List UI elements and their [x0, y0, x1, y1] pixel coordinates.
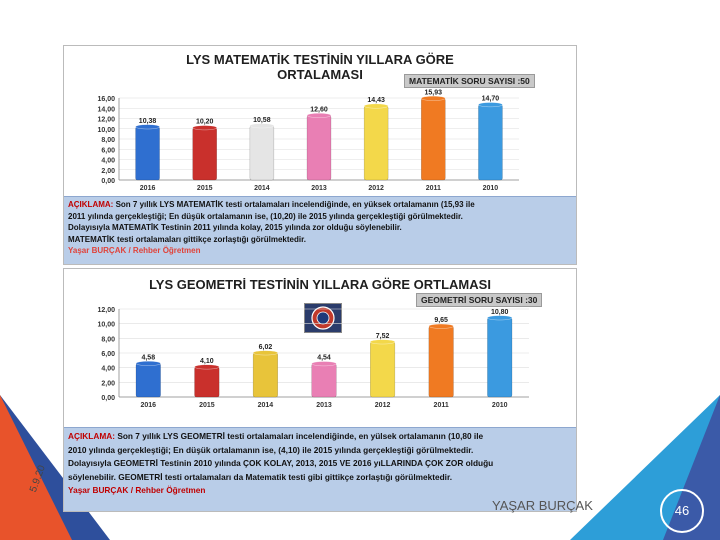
bar — [312, 364, 337, 397]
bar — [429, 326, 454, 397]
math-description-line3: Dolayısıyla MATEMATİK Testinin 2011 yılında kolay, 2015 yılında zor olduğu söylenebilir. — [68, 223, 402, 232]
bar — [193, 128, 217, 180]
bar — [136, 127, 160, 180]
bar — [421, 98, 445, 180]
math-description-line1: Son 7 yıllık LYS MATEMATİK testi ortalamaları incelendiğinde, en yüksek ortalamanın (15,93 ile — [115, 200, 475, 209]
bar-cap — [253, 351, 278, 355]
bar-cap — [429, 324, 454, 328]
math-description-signature: Yaşar BURÇAK / Rehber Öğretmen — [68, 246, 201, 255]
bar-cap — [370, 340, 395, 344]
math-chart-title-line1: LYS MATEMATİK TESTİNİN YILLARA GÖRE — [186, 52, 454, 67]
geometry-description-signature: Yaşar BURÇAK / Rehber Öğretmen — [68, 485, 206, 495]
data-label: 10,58 — [253, 116, 271, 124]
y-tick-label: 12,00 — [97, 307, 115, 314]
y-tick-label: 14,00 — [97, 106, 115, 114]
x-tick-label: 2012 — [374, 402, 391, 409]
bar-cap — [136, 125, 160, 129]
x-tick-label: 2014 — [254, 185, 270, 192]
data-label: 4,58 — [141, 354, 156, 362]
x-tick-label: 2016 — [140, 402, 157, 409]
x-tick-label: 2015 — [199, 402, 215, 409]
bar-cap — [312, 362, 337, 366]
data-label: 4,10 — [200, 357, 214, 365]
bar — [364, 106, 388, 180]
geometry-chart-panel — [63, 268, 577, 512]
x-tick-label: 2011 — [433, 402, 449, 409]
y-tick-label: 16,00 — [97, 96, 115, 103]
data-label: 9,65 — [434, 317, 448, 325]
y-tick-label: 0,00 — [101, 395, 115, 402]
x-tick-label: 2011 — [425, 185, 441, 192]
math-description-box — [64, 196, 576, 264]
y-tick-label: 2,00 — [101, 167, 115, 175]
bar-cap — [478, 102, 502, 106]
bar-cap — [195, 365, 220, 369]
y-tick-label: 10,00 — [97, 321, 115, 329]
x-tick-label: 2014 — [257, 402, 274, 409]
geometry-bar-chart — [64, 301, 576, 411]
y-tick-label: 4,00 — [101, 157, 115, 165]
y-tick-label: 8,00 — [101, 336, 115, 344]
data-label: 10,38 — [138, 117, 157, 125]
bar-cap — [421, 96, 445, 100]
slide-author: YAŞAR BURÇAK — [492, 498, 593, 513]
y-tick-label: 6,00 — [101, 147, 115, 155]
data-label: 10,80 — [490, 308, 509, 316]
bar — [195, 367, 220, 397]
x-tick-label: 2012 — [368, 185, 384, 192]
data-label: 14,43 — [367, 97, 385, 105]
y-tick-label: 0,00 — [101, 178, 115, 185]
bar — [478, 105, 502, 180]
math-question-count-badge: MATEMATİK SORU SAYISI :50 — [404, 74, 535, 88]
slide-date: 5.9.20 — [28, 463, 48, 494]
geometry-description-line4: söylenebilir. GEOMETRİ testi ortalamaları da Matematik testi gibi gittikçe zorlaştığı görülmektedir. — [68, 471, 453, 482]
x-tick-label: 2013 — [316, 402, 332, 409]
math-description-label: AÇIKLAMA: — [68, 200, 114, 209]
bar — [370, 342, 395, 397]
bar — [250, 126, 274, 180]
y-tick-label: 12,00 — [97, 116, 115, 124]
y-tick-label: 6,00 — [101, 351, 115, 358]
bar — [307, 115, 331, 180]
x-tick-label: 2016 — [139, 185, 156, 192]
data-label: 4,54 — [317, 354, 331, 362]
x-tick-label: 2015 — [196, 185, 213, 192]
data-label: 10,20 — [195, 118, 214, 126]
x-tick-label: 2010 — [482, 185, 499, 192]
data-label: 12,60 — [310, 106, 328, 114]
data-label: 6,02 — [258, 343, 273, 351]
bar-cap — [193, 126, 217, 130]
data-label: 7,52 — [375, 332, 390, 340]
bar-cap — [250, 124, 274, 128]
geometry-description-line2: 2010 yılında gerçekleştiği; En düşük ortalamanın ise, (4,10) ile 2015 yılında gerçekleştiği görülmektedir. — [68, 444, 474, 455]
y-tick-label: 4,00 — [101, 365, 115, 373]
bar-cap — [364, 104, 388, 108]
geometry-description-line3: Dolayısıyla GEOMETRİ Testinin 2010 yılında ÇOK KOLAY, 2013, 2015 VE 2016 yıLLARINDA ÇOK ZOR olduğu — [68, 458, 494, 468]
geometry-description-label: AÇIKLAMA: — [68, 431, 116, 441]
y-tick-label: 2,00 — [101, 380, 115, 388]
bar-cap — [307, 113, 331, 117]
math-description-line4: MATEMATİK testi ortalamaları gittikçe zorlaştığı görülmektedir. — [68, 234, 306, 244]
data-label: 15,93 — [424, 89, 443, 97]
bar-cap — [136, 361, 161, 365]
bar — [487, 318, 512, 397]
bar-cap — [487, 316, 512, 320]
data-label: 14,70 — [481, 95, 500, 103]
math-description-line2: 2011 yılında gerçekleştiği; En düşük ortalamanın ise, (10,20) ile 2015 yılında gerçekleştiği görülmektedir. — [68, 211, 463, 221]
y-tick-label: 8,00 — [101, 137, 115, 144]
geometry-chart-title: LYS GEOMETRİ TESTİNİN YILLARA GÖRE ORTLAMASI — [149, 277, 491, 292]
math-chart-panel — [63, 45, 577, 265]
geometry-description-line1: Son 7 yıllık LYS GEOMETRİ testi ortalamaları incelendiğinde, en yülsek ortalamanın (10,80 ile — [117, 431, 484, 441]
y-tick-label: 10,00 — [97, 126, 115, 134]
page-number: 46 — [660, 489, 704, 533]
bar — [253, 353, 278, 397]
x-tick-label: 2013 — [311, 185, 327, 192]
geometry-question-count-badge: GEOMETRİ SORU SAYISI :30 — [416, 293, 542, 307]
x-tick-label: 2010 — [491, 402, 508, 409]
math-chart-title-line2: ORTALAMASI — [277, 67, 363, 82]
bar — [136, 363, 161, 397]
